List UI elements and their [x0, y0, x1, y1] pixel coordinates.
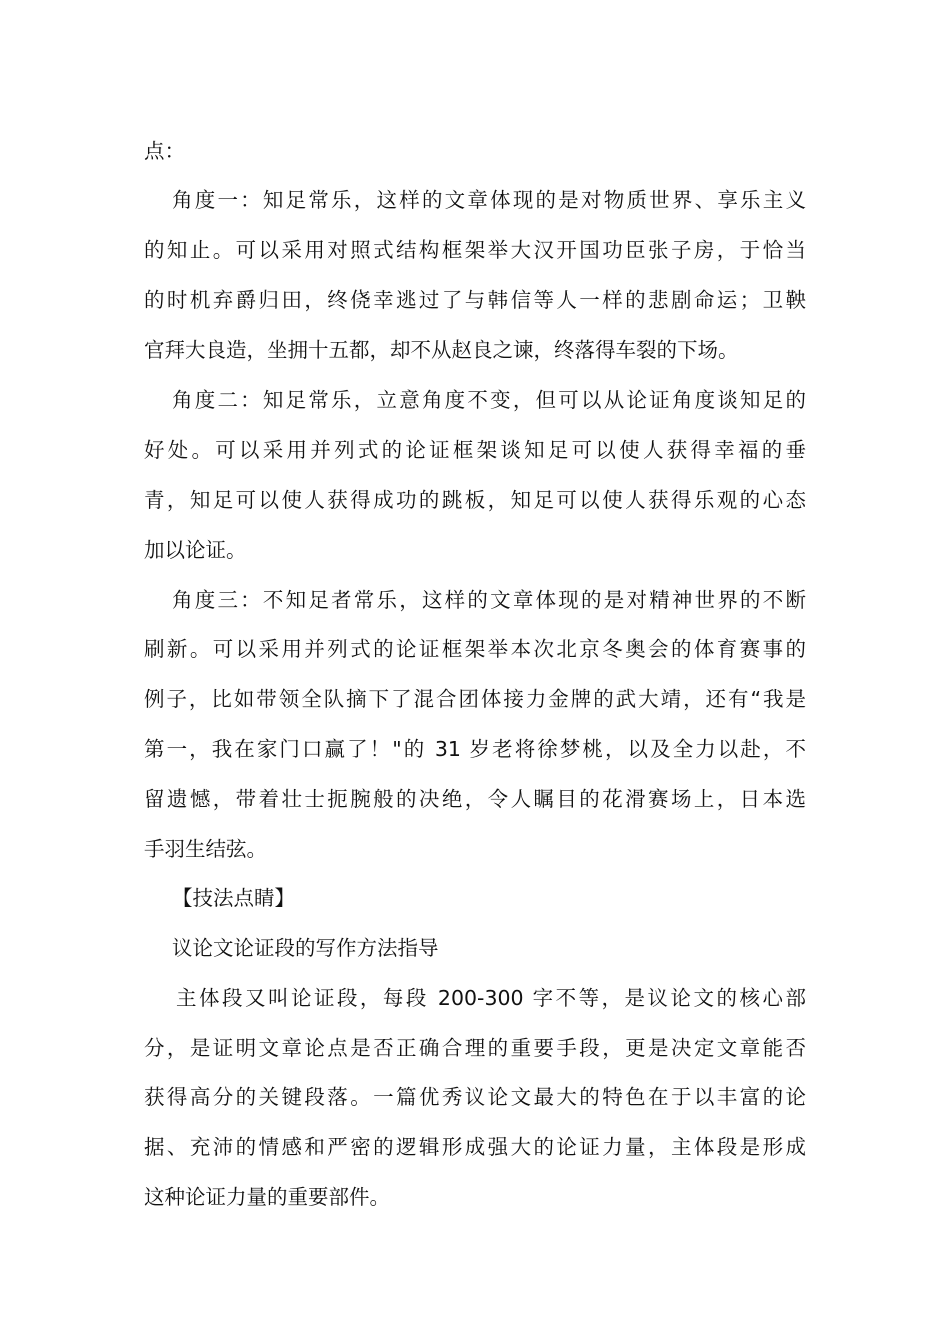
text-line-6: 角度二：知足常乐，立意角度不变，但可以从论证角度谈知足的 — [172, 388, 806, 412]
text-line-20: 获得高分的关键段落。一篇优秀议论文最大的特色在于以丰富的论 — [144, 1085, 806, 1109]
text-line-9: 加以论证。 — [144, 538, 247, 562]
text-line-5: 官拜大良造，坐拥十五都，却不从赵良之谏，终落得车裂的下场。 — [144, 338, 739, 362]
text-line-12: 例子，比如带领全队摘下了混合团体接力金牌的武大靖，还有“我是 — [144, 687, 806, 711]
text-line-15: 手羽生结弦。 — [144, 837, 267, 861]
text-line-7: 好处。可以采用并列式的论证框架谈知足可以使人获得幸福的垂 — [144, 438, 806, 462]
text-line-2: 角度一：知足常乐，这样的文章体现的是对物质世界、享乐主义 — [172, 188, 806, 212]
section-subtitle: 议论文论证段的写作方法指导 — [172, 936, 439, 960]
text-line-22: 这种论证力量的重要部件。 — [144, 1185, 390, 1209]
text-line-13: 第一，我在家门口赢了！"的 31 岁老将徐梦桃，以及全力以赴，不 — [144, 737, 806, 761]
text-line-10: 角度三：不知足者常乐，这样的文章体现的是对精神世界的不断 — [172, 588, 806, 612]
text-line-8: 青，知足可以使人获得成功的跳板，知足可以使人获得乐观的心态 — [144, 488, 806, 512]
text-line-3: 的知止。可以采用对照式结构框架举大汉开国功臣张子房，于恰当 — [144, 238, 806, 262]
text-line-18: 主体段又叫论证段，每段 200-300 字不等，是议论文的核心部 — [176, 986, 806, 1010]
text-line-19: 分，是证明文章论点是否正确合理的重要手段，更是决定文章能否 — [144, 1036, 806, 1060]
section-heading: 【技法点睛】 — [172, 886, 295, 910]
text-line-21: 据、充沛的情感和严密的逻辑形成强大的论证力量，主体段是形成 — [144, 1135, 806, 1159]
text-line-1: 点： — [144, 139, 185, 163]
text-line-11: 刷新。可以采用并列式的论证框架举本次北京冬奥会的体育赛事的 — [144, 637, 806, 661]
text-line-14: 留遗憾，带着壮士扼腕般的决绝，令人瞩目的花滑赛场上，日本选 — [144, 787, 806, 811]
text-line-4: 的时机弃爵归田，终侥幸逃过了与韩信等人一样的悲剧命运；卫鞅 — [144, 288, 806, 312]
